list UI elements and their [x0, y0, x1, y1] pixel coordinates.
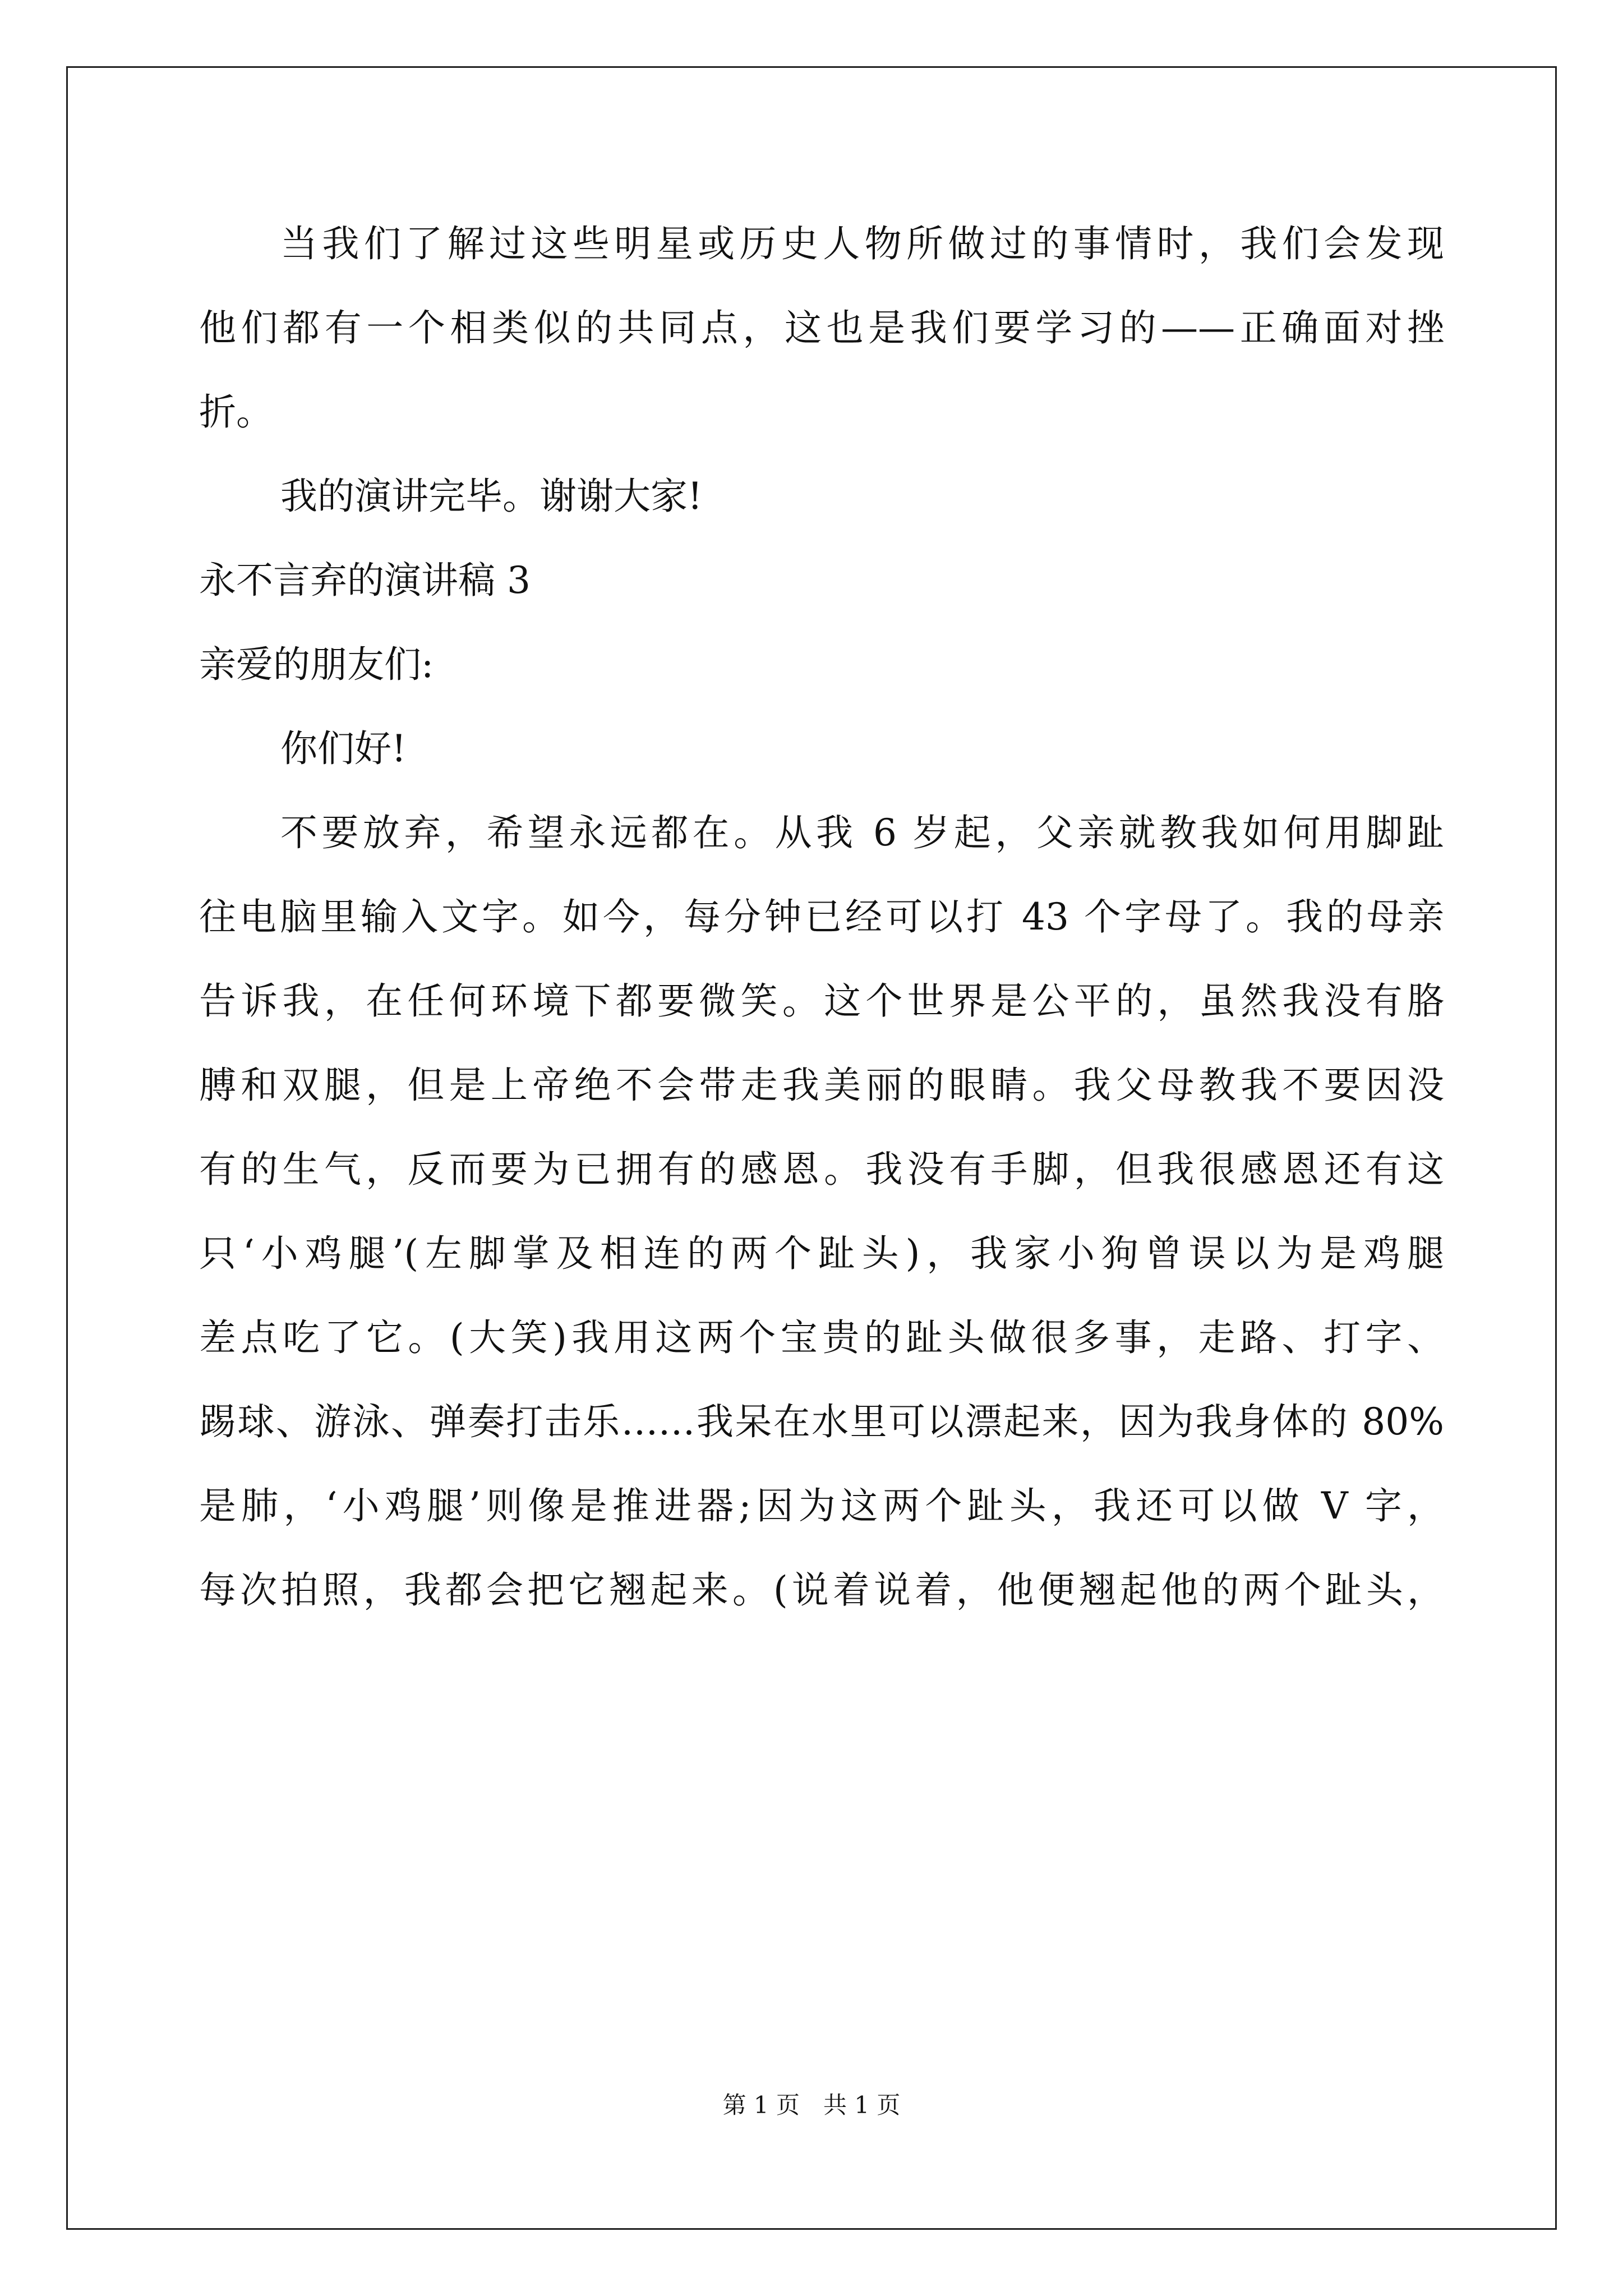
text-line: 是肺，‘小鸡腿’则像是推进器;因为这两个趾头，我还可以做 V 字，: [199, 1484, 1444, 1527]
text-line: 告诉我，在任何环境下都要微笑。这个世界是公平的，虽然我没有胳: [199, 979, 1444, 1023]
text-line: 有的生气，反而要为已拥有的感恩。我没有手脚，但我很感恩还有这: [199, 1148, 1444, 1191]
document-body: [199, 202, 1444, 1632]
page-footer: 第 1 页 共 1 页: [722, 2091, 901, 2119]
text-line: 差点吃了它。(大笑)我用这两个宝贵的趾头做很多事，走路、打字、: [199, 1316, 1444, 1359]
text-line: 他们都有一个相类似的共同点，这也是我们要学习的——正确面对挫: [199, 306, 1444, 349]
text-line: 踢球、游泳、弹奏打击乐……我呆在水里可以漂起来，因为我身体的 80%: [199, 1400, 1444, 1443]
text-line: 我的演讲完毕。谢谢大家!: [280, 475, 703, 518]
text-line: 膊和双腿，但是上帝绝不会带走我美丽的眼睛。我父母教我不要因没: [199, 1064, 1444, 1107]
text-line: 不要放弃，希望永远都在。从我 6 岁起，父亲就教我如何用脚趾: [280, 811, 1444, 854]
text-line: 当我们了解过这些明星或历史人物所做过的事情时，我们会发现: [280, 222, 1444, 265]
text-line: 每次拍照，我都会把它翘起来。(说着说着，他便翘起他的两个趾头，: [199, 1568, 1444, 1612]
text-line: 亲爱的朋友们:: [199, 643, 434, 686]
text-line: 往电脑里输入文字。如今，每分钟已经可以打 43 个字母了。我的母亲: [199, 895, 1444, 938]
text-line: 你们好!: [280, 727, 407, 770]
text-line: 折。: [199, 390, 273, 434]
text-line: 永不言弃的演讲稿 3: [199, 559, 531, 602]
text-line: 只‘小鸡腿’(左脚掌及相连的两个趾头)，我家小狗曾误以为是鸡腿: [199, 1232, 1444, 1275]
